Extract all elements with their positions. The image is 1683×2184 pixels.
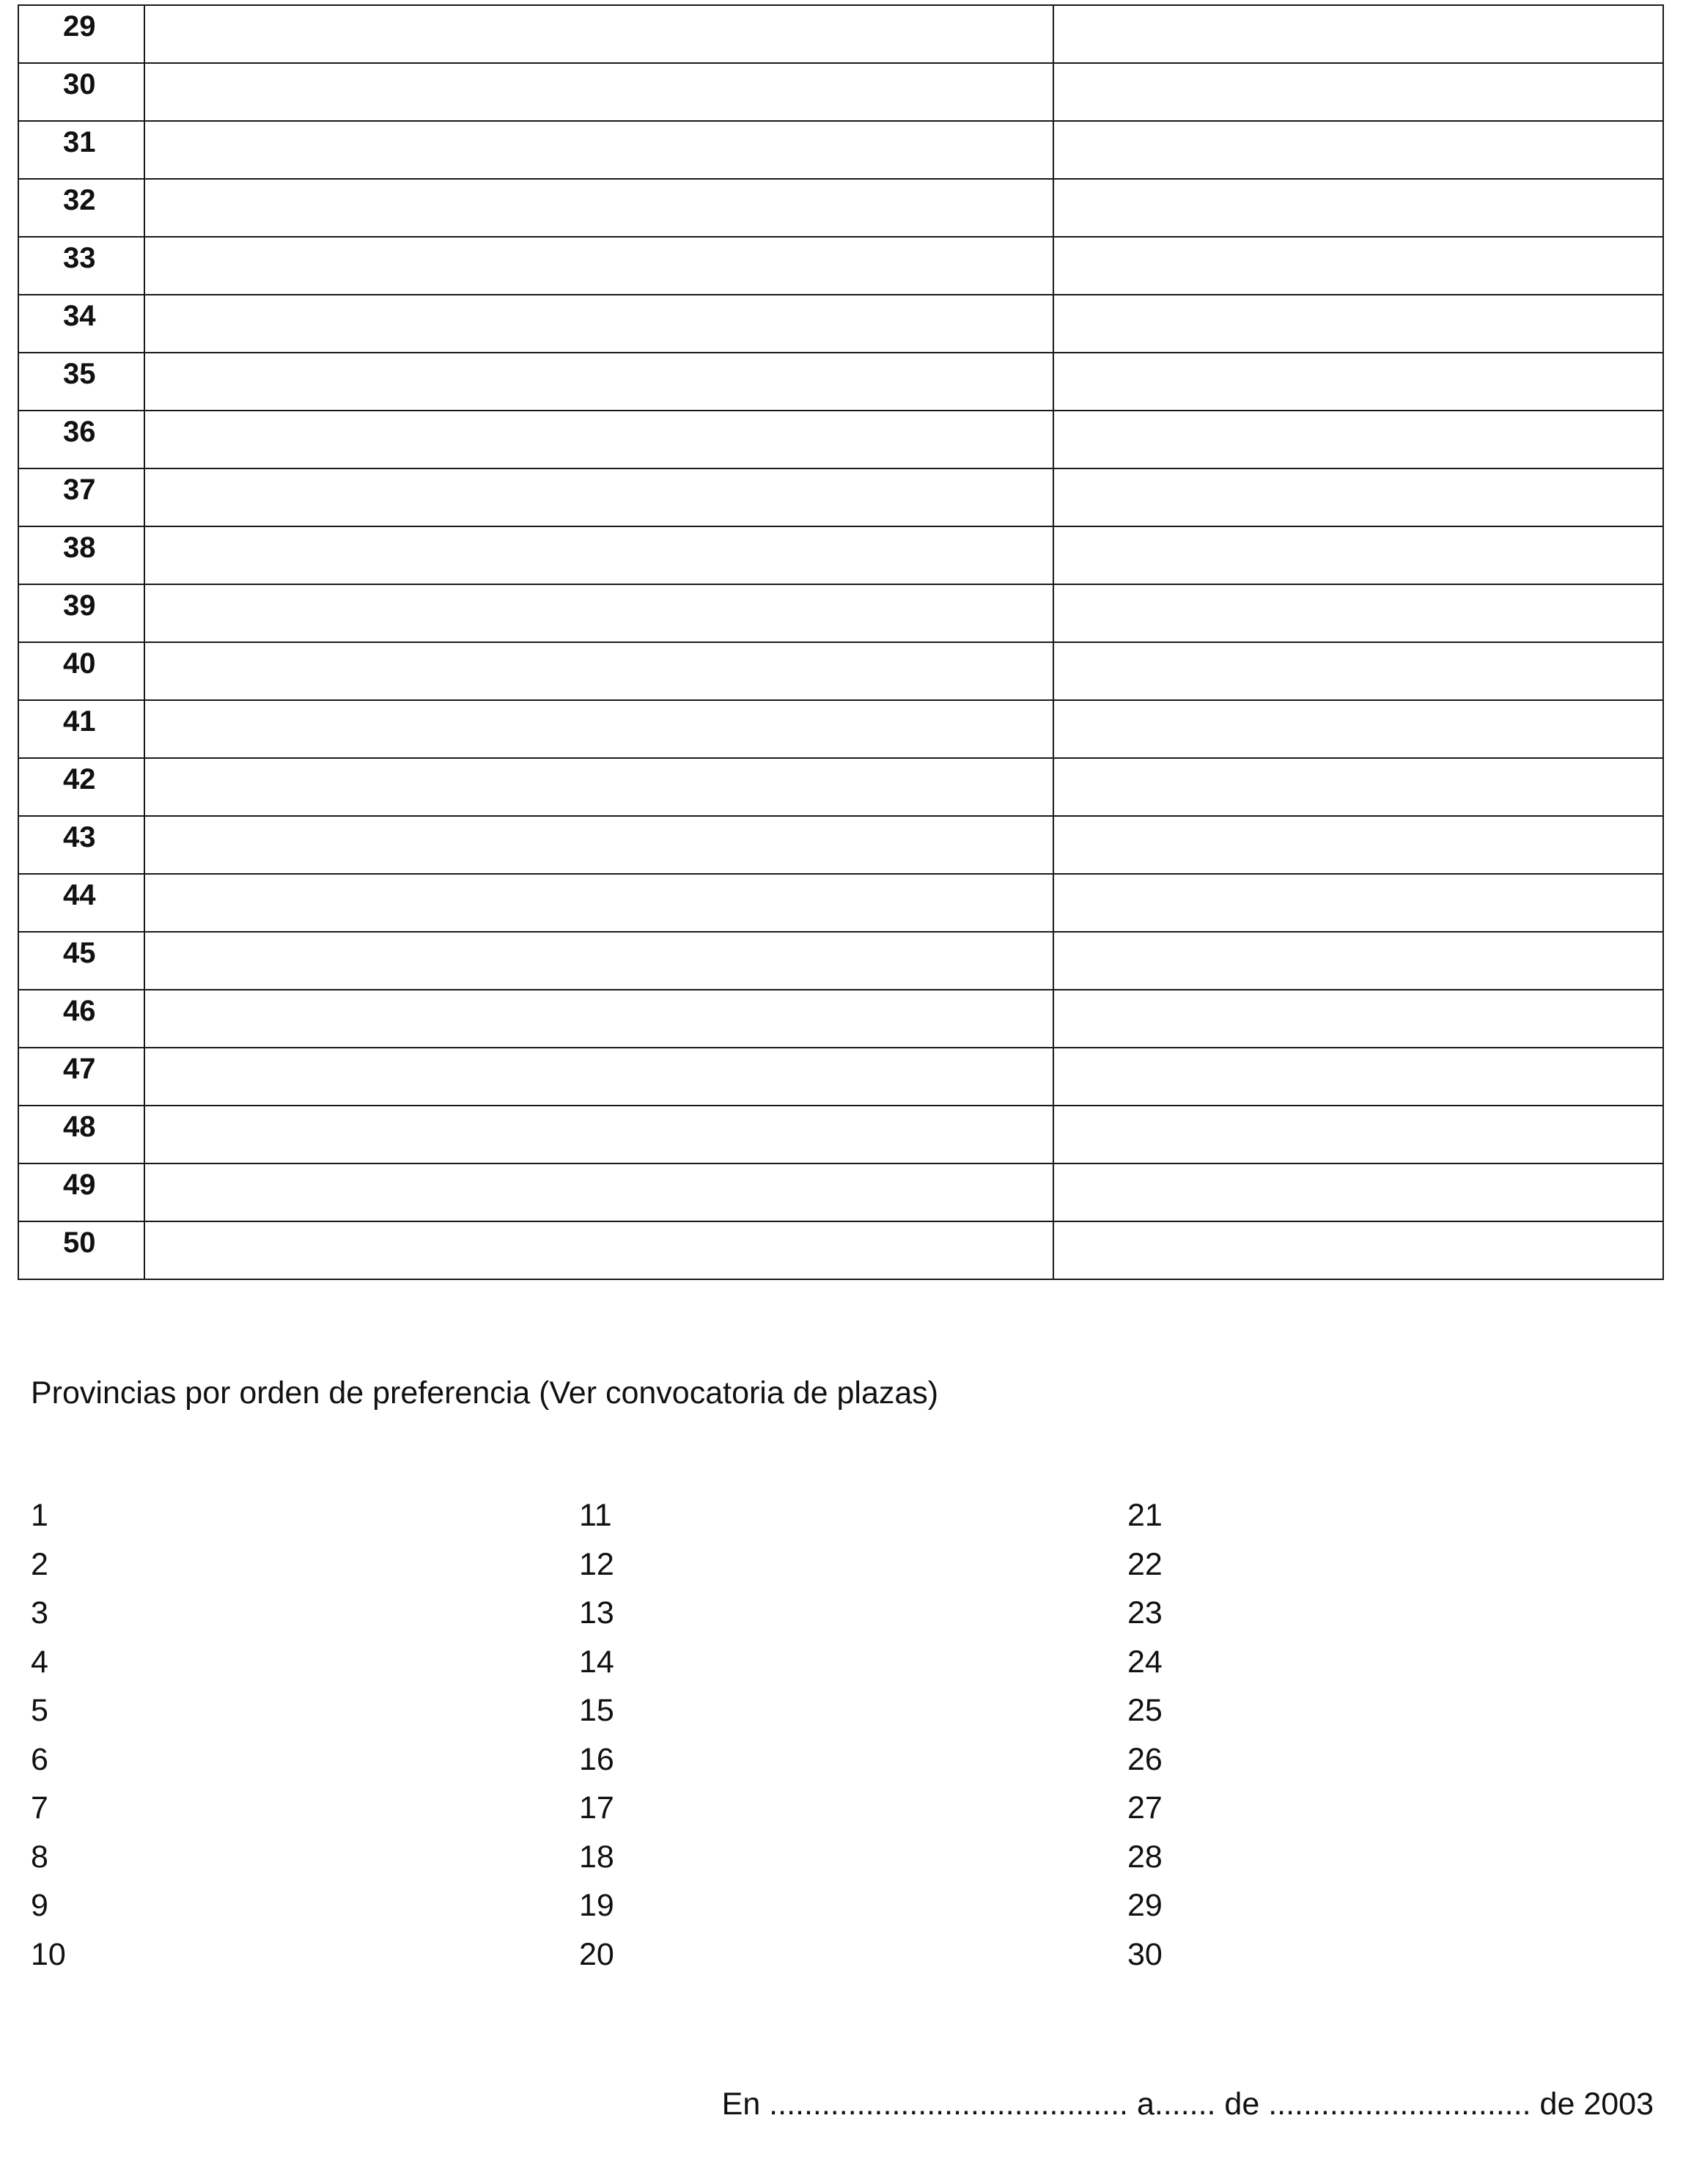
row-field-b-cell [1053,5,1663,63]
row-field-a-cell [144,1163,1053,1221]
province-slot-number: 2 [31,1546,48,1582]
table-row [18,700,1663,758]
table-row [18,874,1663,932]
provinces-title: Provincias por orden de preferencia (Ver convocatoria de plazas) [31,1375,939,1411]
table-row [18,295,1663,353]
row-field-b[interactable] [1054,6,1662,62]
row-field-a[interactable] [145,469,1053,526]
province-slot-number: 11 [579,1498,612,1533]
province-slot-number: 4 [31,1644,48,1680]
province-slot-number: 8 [31,1839,48,1875]
province-slot-number: 15 [579,1693,614,1728]
row-field-b-cell [1053,758,1663,816]
row-number: 36 [18,411,144,468]
table-row [18,816,1663,874]
row-field-a[interactable] [145,1048,1053,1105]
row-field-a-cell [144,353,1053,411]
row-number: 41 [18,700,144,758]
row-number: 35 [18,353,144,411]
row-field-a-cell [144,121,1053,179]
row-field-b-cell [1053,874,1663,932]
table-row [18,1163,1663,1221]
province-slot [579,1735,630,1784]
province-slot [1127,1589,1179,1638]
province-slot-number: 7 [31,1790,48,1825]
row-field-b-cell [1053,1106,1663,1163]
row-field-a[interactable] [145,527,1053,584]
preferences-table-body [18,5,1663,1279]
province-slot-number: 23 [1127,1595,1163,1630]
row-field-a-cell [144,411,1053,468]
row-field-b[interactable] [1054,701,1662,757]
row-field-a-cell [144,874,1053,932]
province-slot-number: 28 [1127,1839,1163,1875]
row-field-a-cell [144,1048,1053,1106]
table-row [18,1048,1663,1106]
table-row [18,584,1663,642]
row-number: 50 [18,1221,144,1279]
province-slot [1127,1540,1179,1589]
row-field-a-cell [144,990,1053,1048]
row-field-b[interactable] [1054,469,1662,526]
province-slot [579,1540,630,1589]
row-field-b[interactable] [1054,759,1662,815]
row-field-a[interactable] [145,6,1053,62]
table-row [18,526,1663,584]
row-field-a[interactable] [145,990,1053,1047]
row-field-b-cell [1053,932,1663,990]
row-field-a[interactable] [145,817,1053,873]
row-field-a-cell [144,1221,1053,1279]
province-slot-number: 21 [1127,1498,1163,1533]
row-field-a-cell [144,932,1053,990]
province-slot-number: 17 [579,1790,614,1825]
row-field-b-cell [1053,584,1663,642]
row-field-a-cell [144,526,1053,584]
row-number: 40 [18,642,144,700]
row-field-a-cell [144,179,1053,237]
province-slot [1127,1638,1179,1687]
row-field-b-cell [1053,816,1663,874]
province-slot [31,1881,82,1930]
row-field-a-cell [144,5,1053,63]
row-field-b[interactable] [1054,353,1662,410]
province-slot [31,1686,82,1735]
province-slot [1127,1686,1179,1735]
province-slot [579,1491,630,1540]
row-field-a[interactable] [145,701,1053,757]
row-field-b-cell [1053,990,1663,1048]
row-field-a-cell [144,468,1053,526]
row-number: 42 [18,758,144,816]
row-number: 34 [18,295,144,353]
row-field-a[interactable] [145,411,1053,468]
province-slot [31,1540,82,1589]
province-slot-number: 25 [1127,1693,1163,1728]
row-field-b-cell [1053,295,1663,353]
table-row [18,758,1663,816]
province-slot [579,1784,630,1833]
row-field-b[interactable] [1054,411,1662,468]
province-slot-number: 12 [579,1546,614,1582]
province-slot [579,1686,630,1735]
row-field-b[interactable] [1054,933,1662,989]
province-slot [1127,1930,1179,1979]
provinces-column-3 [1127,1491,1179,1979]
provinces-column-2 [579,1491,630,1979]
row-field-b-cell [1053,526,1663,584]
row-field-b[interactable] [1054,295,1662,352]
row-field-a-cell [144,700,1053,758]
row-field-a-cell [144,237,1053,295]
row-number: 38 [18,526,144,584]
row-field-a-cell [144,642,1053,700]
row-field-b[interactable] [1054,1106,1662,1163]
table-row [18,468,1663,526]
province-slot-number: 9 [31,1888,48,1923]
row-number: 48 [18,1106,144,1163]
row-field-a-cell [144,758,1053,816]
provinces-column-1 [31,1491,82,1979]
province-slot [31,1638,82,1687]
row-field-b[interactable] [1054,990,1662,1047]
row-number: 45 [18,932,144,990]
row-field-b-cell [1053,411,1663,468]
row-field-a-cell [144,295,1053,353]
province-slot-number: 13 [579,1595,614,1630]
row-field-b[interactable] [1054,817,1662,873]
province-slot [31,1784,82,1833]
row-field-a[interactable] [145,353,1053,410]
row-field-b[interactable] [1054,643,1662,699]
row-field-b-cell [1053,63,1663,121]
province-slot-number: 1 [31,1498,48,1533]
row-field-a[interactable] [145,295,1053,352]
province-slot-number: 27 [1127,1790,1163,1825]
row-field-a[interactable] [145,238,1053,294]
row-field-b-cell [1053,642,1663,700]
province-slot [579,1833,630,1882]
row-number: 46 [18,990,144,1048]
table-row [18,1106,1663,1163]
province-slot-number: 22 [1127,1546,1163,1582]
table-row [18,179,1663,237]
row-field-a[interactable] [145,64,1053,120]
row-number: 33 [18,237,144,295]
row-field-a-cell [144,584,1053,642]
row-field-a-cell [144,816,1053,874]
row-field-b-cell [1053,700,1663,758]
province-slot-number: 14 [579,1644,614,1680]
row-field-a[interactable] [145,933,1053,989]
row-field-b-cell [1053,179,1663,237]
row-field-a[interactable] [145,1106,1053,1163]
province-slot [1127,1735,1179,1784]
row-field-b[interactable] [1054,180,1662,236]
table-row [18,63,1663,121]
province-slot-number: 19 [579,1888,614,1923]
province-slot [579,1930,630,1979]
province-slot [1127,1881,1179,1930]
table-row [18,990,1663,1048]
province-slot-number: 3 [31,1595,48,1630]
row-number: 32 [18,179,144,237]
table-row [18,642,1663,700]
table-row [18,932,1663,990]
row-field-b[interactable] [1054,1222,1662,1279]
province-slot [1127,1833,1179,1882]
row-field-b-cell [1053,1048,1663,1106]
table-row [18,121,1663,179]
province-slot [579,1638,630,1687]
province-slot [31,1491,82,1540]
province-slot-number: 29 [1127,1888,1163,1923]
province-slot [579,1589,630,1638]
row-field-a[interactable] [145,643,1053,699]
row-number: 49 [18,1163,144,1221]
row-field-a[interactable] [145,180,1053,236]
province-slot [1127,1491,1179,1540]
table-row [18,5,1663,63]
province-slot-number: 16 [579,1741,614,1777]
province-slot [31,1930,82,1979]
row-field-b[interactable] [1054,122,1662,178]
province-slot-number: 6 [31,1741,48,1777]
row-field-b[interactable] [1054,64,1662,120]
province-slot-number: 24 [1127,1644,1163,1680]
province-slot [31,1833,82,1882]
row-field-b[interactable] [1054,527,1662,584]
row-number: 44 [18,874,144,932]
province-slot [579,1881,630,1930]
row-field-a[interactable] [145,1222,1053,1279]
row-field-a[interactable] [145,1164,1053,1221]
row-field-b[interactable] [1054,1164,1662,1221]
row-field-a-cell [144,63,1053,121]
table-row [18,353,1663,411]
row-field-a-cell [144,1106,1053,1163]
row-number: 29 [18,5,144,63]
province-slot [31,1735,82,1784]
row-field-b[interactable] [1054,585,1662,641]
table-row [18,411,1663,468]
preferences-table [18,4,1664,1280]
row-field-b-cell [1053,468,1663,526]
row-field-a[interactable] [145,875,1053,931]
row-field-b[interactable] [1054,1048,1662,1105]
row-number: 47 [18,1048,144,1106]
row-field-b-cell [1053,1163,1663,1221]
province-slot [31,1589,82,1638]
date-signature-line: En ......................................... a....... de .............................. de 2003 [721,2086,1654,2122]
province-slot-number: 26 [1127,1741,1163,1777]
row-number: 39 [18,584,144,642]
table-row [18,237,1663,295]
province-slot [1127,1784,1179,1833]
row-field-a[interactable] [145,122,1053,178]
row-number: 37 [18,468,144,526]
row-field-a[interactable] [145,585,1053,641]
row-field-b-cell [1053,237,1663,295]
row-number: 31 [18,121,144,179]
row-number: 43 [18,816,144,874]
province-slot-number: 5 [31,1693,48,1728]
province-slot-number: 18 [579,1839,614,1875]
row-field-b-cell [1053,353,1663,411]
province-slot-number: 30 [1127,1936,1163,1972]
row-number: 30 [18,63,144,121]
province-slot-number: 20 [579,1936,614,1972]
province-slot-number: 10 [31,1936,66,1972]
row-field-b[interactable] [1054,875,1662,931]
row-field-a[interactable] [145,759,1053,815]
row-field-b-cell [1053,121,1663,179]
row-field-b-cell [1053,1221,1663,1279]
row-field-b[interactable] [1054,238,1662,294]
table-row [18,1221,1663,1279]
